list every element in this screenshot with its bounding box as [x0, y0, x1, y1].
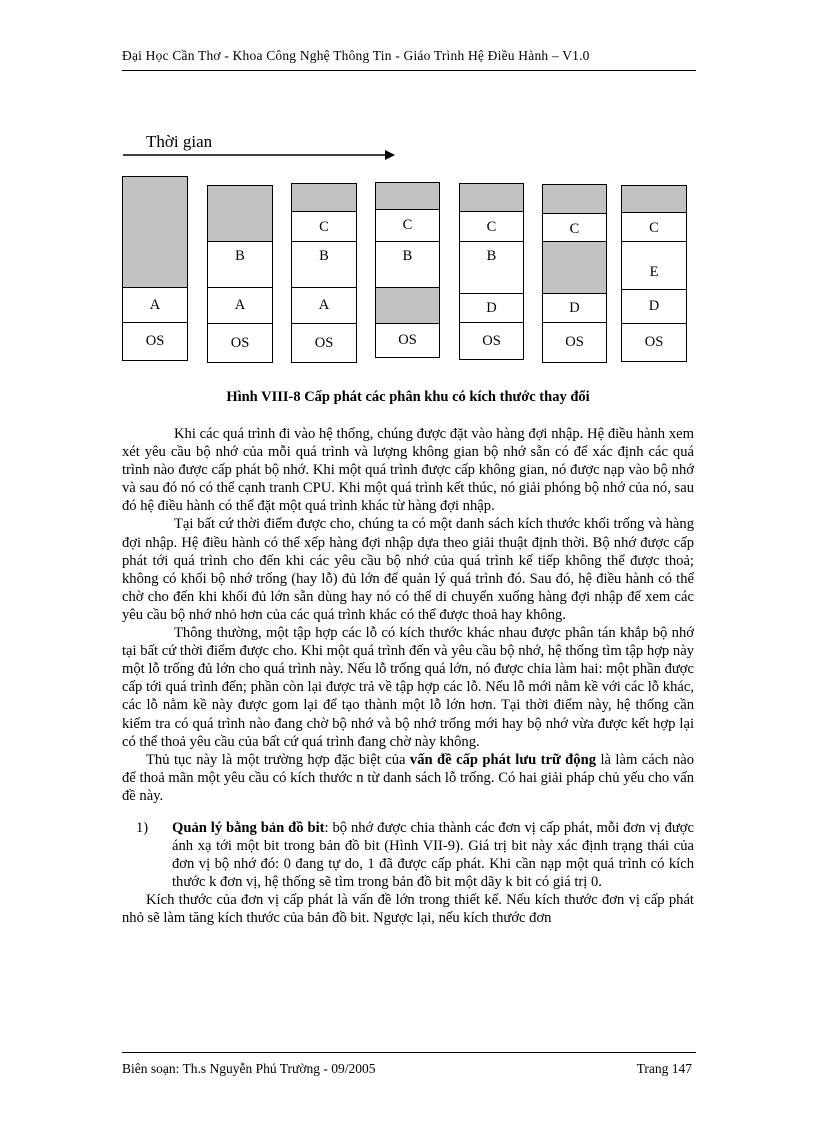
process-block: OS [375, 323, 440, 358]
process-block: E [621, 241, 687, 290]
process-block: A [291, 287, 357, 324]
process-block: A [122, 287, 188, 323]
memory-allocation-figure [120, 176, 700, 366]
paragraph-4 [122, 751, 694, 805]
free-hole-block [621, 185, 687, 213]
paragraph-1: Khi các quá trình đi vào hệ thống, chúng được đặt vào hàng đợi nhập. Hệ điều hành xem xét yêu cầu bộ nhớ của mỗi quá trình và lượng không gian bộ nhớ sẵn có để xác định các quá trình nào được cấp phát bộ nhớ. Khi một quá trình được cấp không gian, nó được nạp vào bộ nhớ và sau đó nó có thể cạnh tranh CPU. Khi một quá trình kết thúc, nó giải phóng bộ nhớ của nó, sau đó hệ điều hành có thể đặt một quá trình khác từ hàng đợi nhập. [122, 426, 694, 515]
figure-caption: Hình VIII-8 Cấp phát các phân khu có kích thước thay đổi [226, 389, 590, 405]
paragraph-4-end: là làm cách nào để thoả mãn một yêu cầu có kích thước n từ danh sách lỗ trống. Có hai giải pháp chủ yếu cho vấn đề này. [122, 751, 694, 804]
paragraph-5: Kích thước của đơn vị cấp phát là vấn đề lớn trong thiết kế. Nếu kích thước đơn vị cấp phát nhỏ sẽ làm tăng kích thước của bản đồ bit. Ngược lại, nếu kích thước đơn [122, 892, 694, 927]
process-block: B [207, 241, 273, 288]
free-hole-block [122, 176, 188, 288]
free-hole-block [375, 182, 440, 210]
page-header: Đại Học Cần Thơ - Khoa Công Nghệ Thông Tin - Giáo Trình Hệ Điều Hành – V1.0 [122, 48, 590, 63]
free-hole-block [207, 185, 273, 242]
process-block: OS [207, 323, 273, 363]
time-label: Thời gian [146, 132, 213, 151]
free-hole-block [375, 287, 440, 324]
process-block: OS [542, 322, 607, 363]
process-block: C [542, 213, 607, 242]
process-block: C [375, 209, 440, 242]
dynamic-storage-term: vấn đề cấp phát lưu trữ động [409, 751, 596, 768]
process-block: A [207, 287, 273, 324]
page-number: Trang 147 [636, 1061, 692, 1076]
body-text [122, 425, 694, 928]
free-hole-block [459, 183, 524, 212]
process-block: OS [621, 323, 687, 362]
list-item-bitmap [122, 819, 694, 891]
free-hole-block [542, 184, 607, 214]
process-block: B [291, 241, 357, 288]
process-block: OS [291, 323, 357, 363]
footer-rule [122, 1052, 696, 1053]
process-block: D [621, 289, 687, 324]
process-block: D [542, 293, 607, 323]
time-arrow-icon [123, 148, 403, 162]
process-block: C [291, 211, 357, 242]
footer-author: Biên soạn: Th.s Nguyễn Phú Trường - 09/2005 [122, 1061, 376, 1076]
paragraph-4-start: Thủ tục này là một trường hợp đặc biệt của [146, 751, 410, 768]
header-rule [122, 70, 696, 71]
free-hole-block [542, 241, 607, 294]
process-block: D [459, 293, 524, 323]
free-hole-block [291, 183, 357, 212]
paragraph-2: Tại bất cứ thời điểm được cho, chúng ta có một danh sách kích thước khối trống và hàng đợi nhập. Hệ điều hành có thể xếp hàng đợi nhập dựa theo giải thuật định thời. Bộ nhớ được cấp phát tới quá trình cho đến khi các yêu cầu bộ nhớ của quá trình kế tiếp không thể được thoả; không có khối bộ nhớ trống (hay lỗ) đủ lớn để quản lý quá trình đó. Sau đó, hệ điều hành có thể chờ cho đến khi khối đủ lớn sẵn dùng hay nó có thể di chuyển xuống hàng đợi nhập để xem các yêu cầu bộ nhớ nhỏ hơn của các quá trình khác có thể được thoả hay không. [122, 516, 694, 623]
process-block: OS [122, 322, 188, 361]
bitmap-term: Quản lý bằng bản đồ bit [172, 819, 325, 836]
paragraph-3: Thông thường, một tập hợp các lỗ có kích thước khác nhau được phân tán khắp bộ nhớ tại bất cứ thời điểm được cho. Khi một quá trình đến và yêu cầu bộ nhớ, hệ thống tìm tập hợp này một lỗ trống đủ lớn cho quá trình này. Nếu lỗ trống quá lớn, nó được chia làm hai: một phần được cấp tới quá trình đến; phần còn lại được trả về tập hợp các lỗ. Nếu lỗ mới nằm kề với các lỗ khác, các lỗ nằm kề này được gom lại để tạo thành một lỗ lớn hơn. Tại thời điểm này, hệ thống cần kiểm tra có quá trình nào đang chờ bộ nhớ và bộ nhớ trống mới hay bộ nhớ vừa được kết hợp lại có thể thoả yêu cầu của bất cứ quá trình đang chờ này không. [122, 625, 694, 750]
process-block: C [459, 211, 524, 242]
process-block: C [621, 212, 687, 242]
list-item-text: : bộ nhớ được chia thành các đơn vị cấp phát, mỗi đơn vị được ánh xạ tới một bit trong bản đồ bit (Hình VII-9). Giá trị bit này xác định trạng thái của đơn vị bộ nhớ đó: 0 đang tự do, 1 đã được cấp phát. Khi cần nạp một quá trình có kích thước k đơn vị, hệ thống sẽ tìm trong bản đồ bit một dãy k bit có giá trị 0. [172, 819, 695, 891]
process-block: OS [459, 322, 524, 360]
process-block: B [459, 241, 524, 294]
list-number: 1) [136, 819, 149, 836]
process-block: B [375, 241, 440, 288]
